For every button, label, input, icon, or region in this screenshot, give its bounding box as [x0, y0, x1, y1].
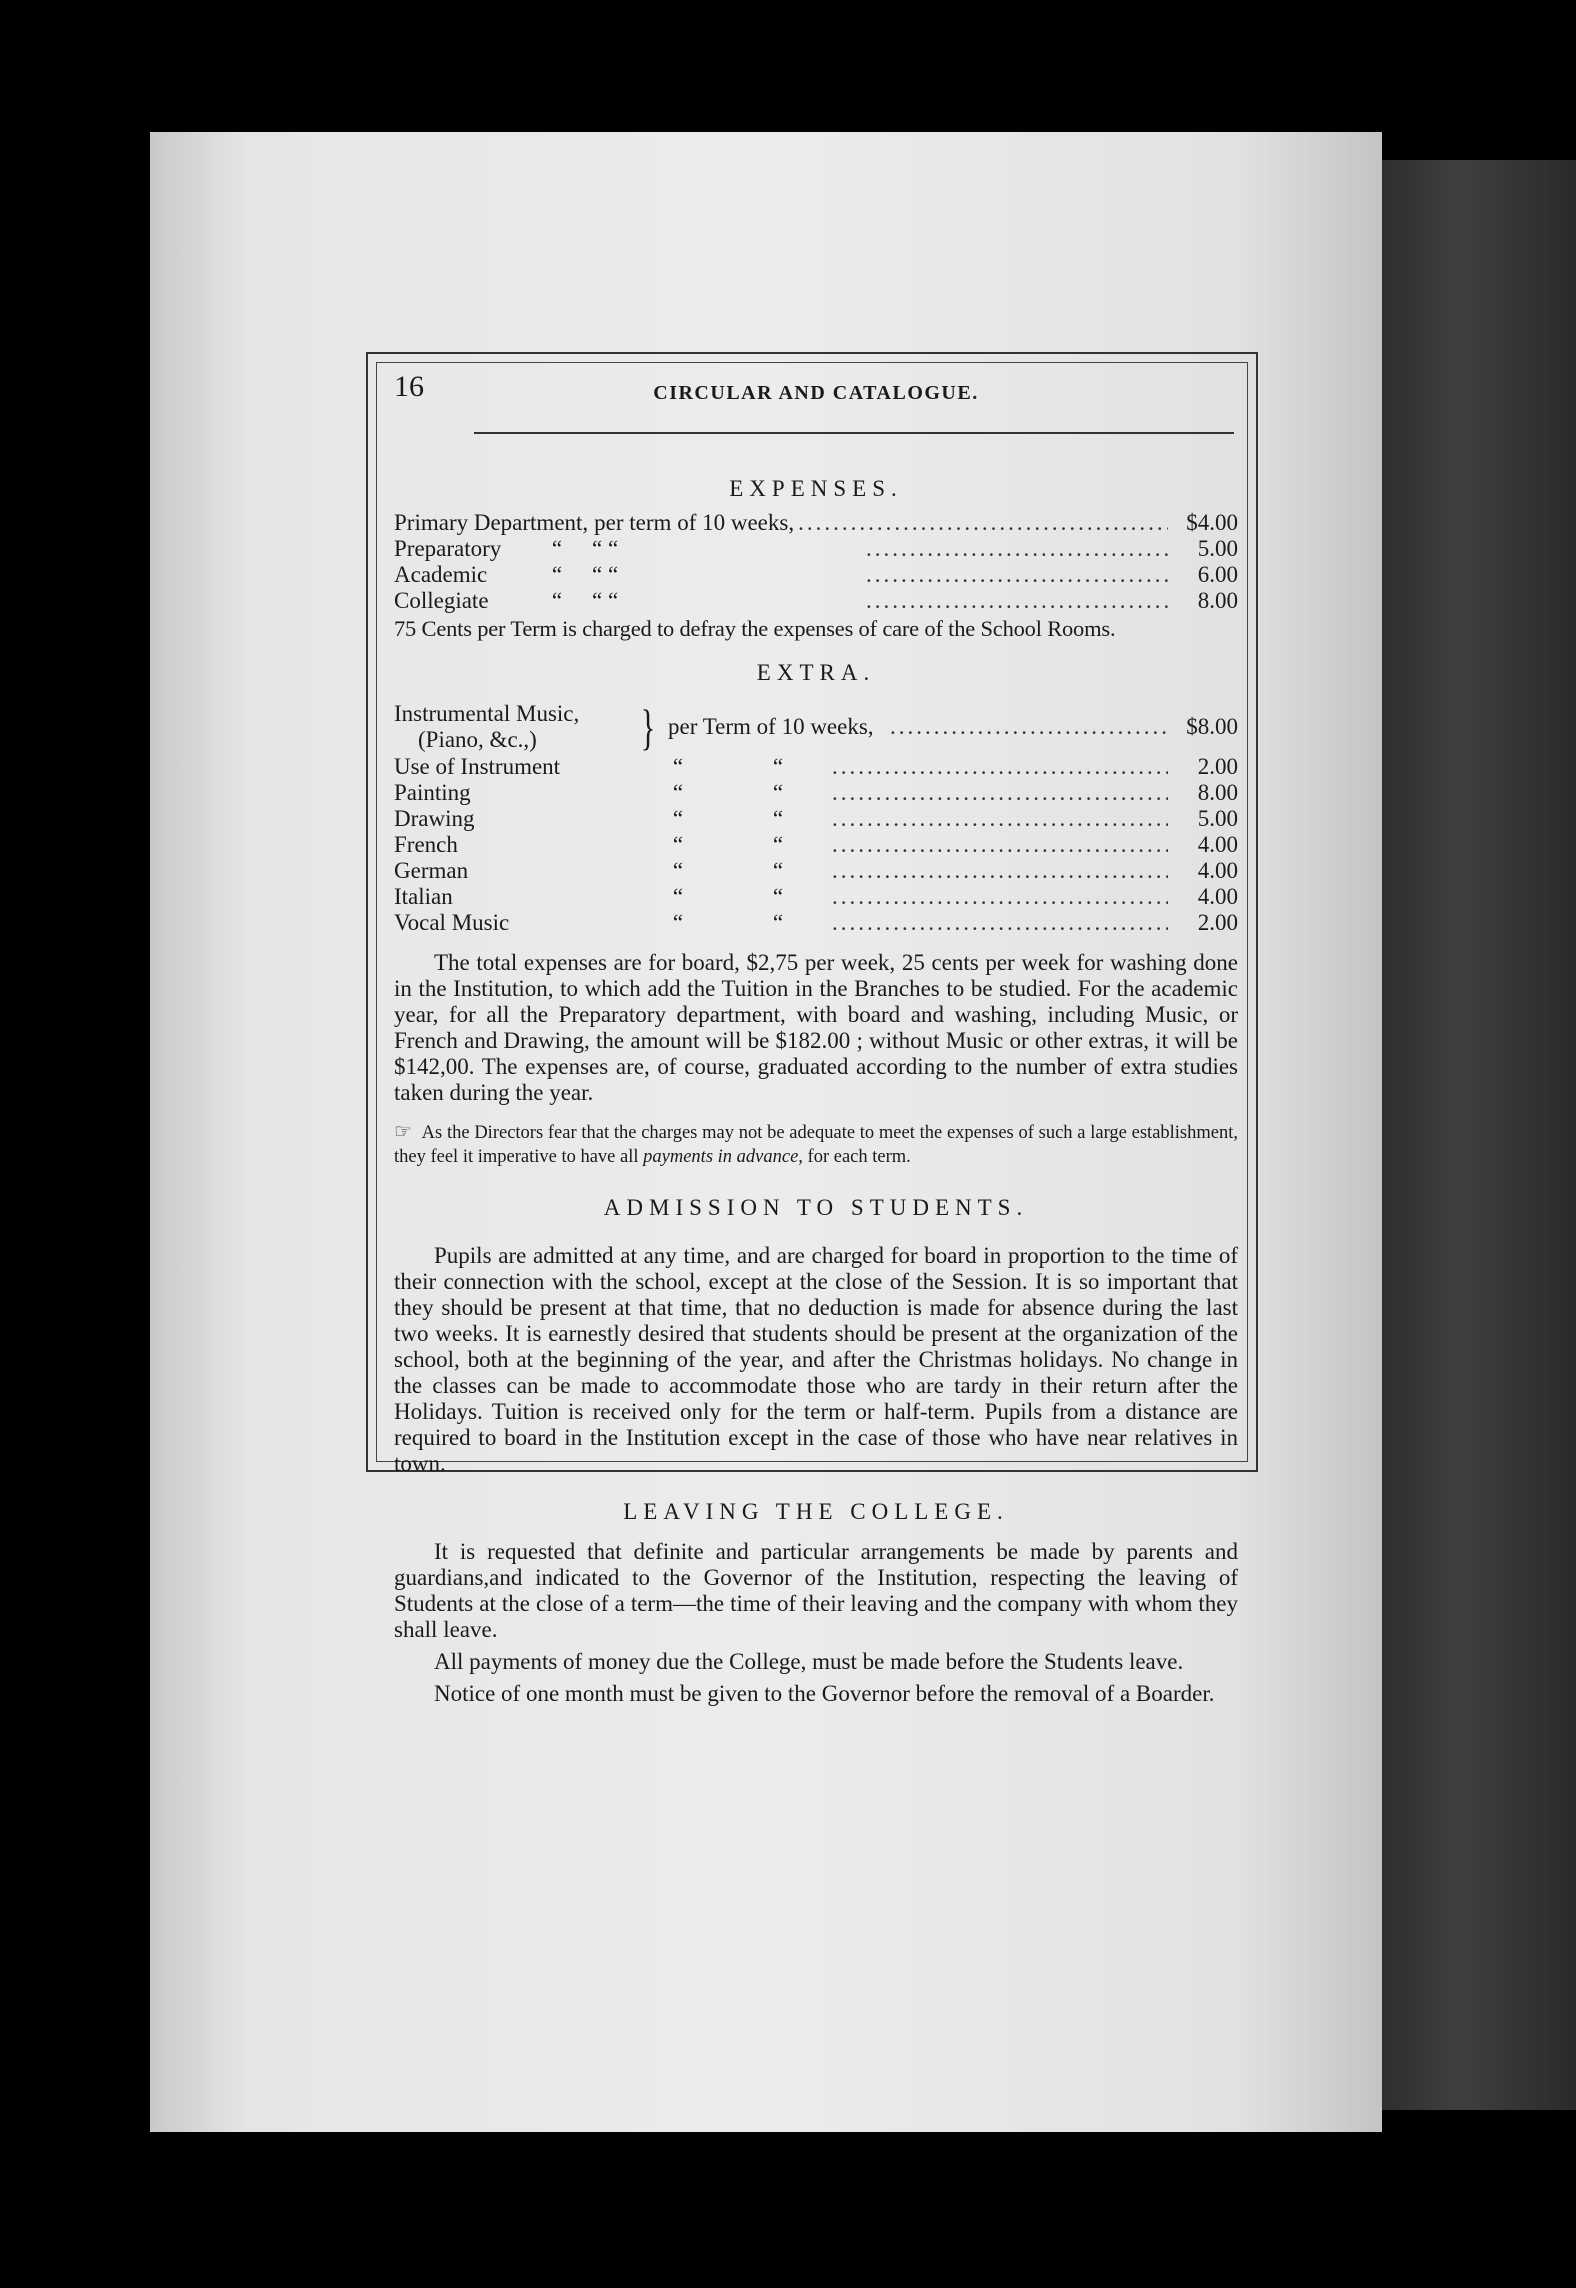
leaving-heading: LEAVING THE COLLEGE. [623, 1499, 1009, 1524]
extra-amount: 4.00 [1197, 858, 1238, 883]
extra-label-line2: (Piano, &c.,) [418, 727, 537, 752]
ditto-mark: “ [772, 780, 784, 805]
dot-leaders [890, 714, 1168, 740]
school-rooms-note: 75 Cents per Term is charged to defray the expenses of care of the School Rooms. [394, 616, 1116, 641]
ditto-mark: “ [672, 754, 684, 779]
extra-label: German [394, 858, 469, 883]
expenses-table [394, 510, 1238, 642]
ditto-mark: “ [672, 832, 684, 857]
ditto-mark: “ [772, 858, 784, 883]
ditto-mark: “ [551, 562, 563, 587]
extra-row [394, 832, 1238, 858]
ditto-mark: “ [772, 806, 784, 831]
dot-leaders [832, 884, 1168, 910]
header-rule [474, 432, 1234, 434]
fee-row [394, 510, 1238, 536]
admission-heading: ADMISSION TO STUDENTS. [603, 1195, 1029, 1220]
fee-row [394, 536, 1238, 562]
extra-row [394, 858, 1238, 884]
extra-amount: 5.00 [1197, 806, 1238, 831]
fee-label: Primary Department, [394, 510, 589, 535]
fee-label: Academic [394, 562, 488, 587]
page-content [394, 372, 1238, 1707]
extra-amount: 4.00 [1197, 884, 1238, 909]
dot-leaders [832, 832, 1168, 858]
note-emphasis: payments in advance, [643, 1147, 803, 1167]
dot-leaders [832, 806, 1168, 832]
extra-amount: 8.00 [1197, 780, 1238, 805]
extra-row [394, 780, 1238, 806]
dot-leaders [866, 588, 1168, 614]
fee-term: “ “ [592, 562, 619, 587]
ditto-mark: “ [551, 536, 563, 561]
extra-label: Vocal Music [394, 910, 510, 935]
leaving-paragraph: Notice of one month must be given to the Governor before the removal of a Boarder. [434, 1681, 1215, 1706]
payment-advance-note [394, 1120, 1238, 1169]
fee-row [394, 588, 1238, 614]
running-title: CIRCULAR AND CATALOGUE. [653, 382, 979, 404]
fee-amount: 6.00 [1197, 562, 1238, 587]
fee-label: Collegiate [394, 588, 489, 613]
pointing-hand-icon: ☞ [394, 1121, 412, 1143]
fee-label: Preparatory [394, 536, 502, 561]
dot-leaders [866, 562, 1168, 588]
ditto-mark: “ [772, 754, 784, 779]
running-header [394, 372, 1238, 408]
fee-amount: 8.00 [1197, 588, 1238, 613]
dot-leaders [832, 858, 1168, 884]
leaving-paragraph: It is requested that definite and particular arrangements be made by parents and guardians,and indicated to the Governor of the Institution, respecting the leaving of Students at the close of a term—the time of their leaving and the company with whom they shall leave. [394, 1539, 1238, 1642]
ditto-mark: “ [672, 884, 684, 909]
extra-amount: $8.00 [1186, 714, 1238, 739]
ditto-mark: “ [772, 910, 784, 935]
expenses-heading: EXPENSES. [729, 476, 903, 501]
note-text-end: for each term. [807, 1147, 911, 1167]
page-number: 16 [394, 370, 424, 403]
dot-leaders [866, 536, 1168, 562]
ditto-mark: “ [672, 806, 684, 831]
fee-amount: 5.00 [1197, 536, 1238, 561]
leaving-paragraph: All payments of money due the College, must be made before the Students leave. [434, 1649, 1184, 1674]
note-text: As the Directors fear that the charges may not be adequate to meet the expenses of such a large establishment, they feel it imperative to have all [394, 1123, 1238, 1167]
extra-row-instrumental [394, 700, 1238, 754]
extra-heading: EXTRA. [756, 660, 876, 685]
fee-term: per term of 10 weeks, [594, 510, 795, 535]
extra-amount: 2.00 [1197, 754, 1238, 779]
extra-term: per Term of 10 weeks, [668, 714, 874, 739]
extra-row [394, 910, 1238, 936]
extra-label: Drawing [394, 806, 475, 831]
dot-leaders [832, 754, 1168, 780]
extra-table [394, 700, 1238, 936]
book-spine [1382, 160, 1576, 2110]
ditto-mark: “ [772, 832, 784, 857]
extra-label: Italian [394, 884, 453, 909]
extra-row [394, 806, 1238, 832]
dot-leaders [798, 510, 1168, 536]
extra-label: French [394, 832, 458, 857]
fee-amount: $4.00 [1186, 510, 1238, 535]
brace-glyph: } [640, 699, 656, 755]
extra-label: Use of Instrument [394, 754, 561, 779]
dot-leaders [832, 910, 1168, 936]
extra-label-line1: Instrumental Music, [394, 701, 580, 726]
fee-term: “ “ [592, 588, 619, 613]
ditto-mark: “ [672, 858, 684, 883]
extra-label: Painting [394, 780, 471, 805]
ditto-mark: “ [672, 910, 684, 935]
ditto-mark: “ [772, 884, 784, 909]
fee-row [394, 562, 1238, 588]
extra-row [394, 754, 1238, 780]
ditto-mark: “ [672, 780, 684, 805]
ditto-mark: “ [551, 588, 563, 613]
total-expenses-paragraph: The total expenses are for board, $2,75 per week, 25 cents per week for washing done in the Institution, to which add the Tuition in the Branches to be studied. For the academic year, for all the Preparatory department, with board and washing, including Music, or French and Drawing, the amount will be $182.00 ; without Music or other extras, it will be $142,00. The expenses are, of course, graduated according to the number of extra studies taken during the year. [394, 950, 1238, 1105]
extra-amount: 2.00 [1197, 910, 1238, 935]
fee-term: “ “ [592, 536, 619, 561]
extra-amount: 4.00 [1197, 832, 1238, 857]
admission-paragraph: Pupils are admitted at any time, and are charged for board in proportion to the time of their connection with the school, except at the close of the Session. It is so important that they should be present at that time, that no deduction is made for absence during the last two weeks. It is earnestly desired that students should be present at the organization of the school, both at the beginning of the year, and after the Christmas holidays. No change in the classes can be made to accommodate those who are tardy in their return after the Holidays. Tuition is received only for the term or half-term. Pupils from a distance are required to board in the Institution except in the case of those who have near relatives in town. [394, 1243, 1238, 1476]
extra-label [394, 701, 628, 753]
dot-leaders [832, 780, 1168, 806]
extra-row [394, 884, 1238, 910]
